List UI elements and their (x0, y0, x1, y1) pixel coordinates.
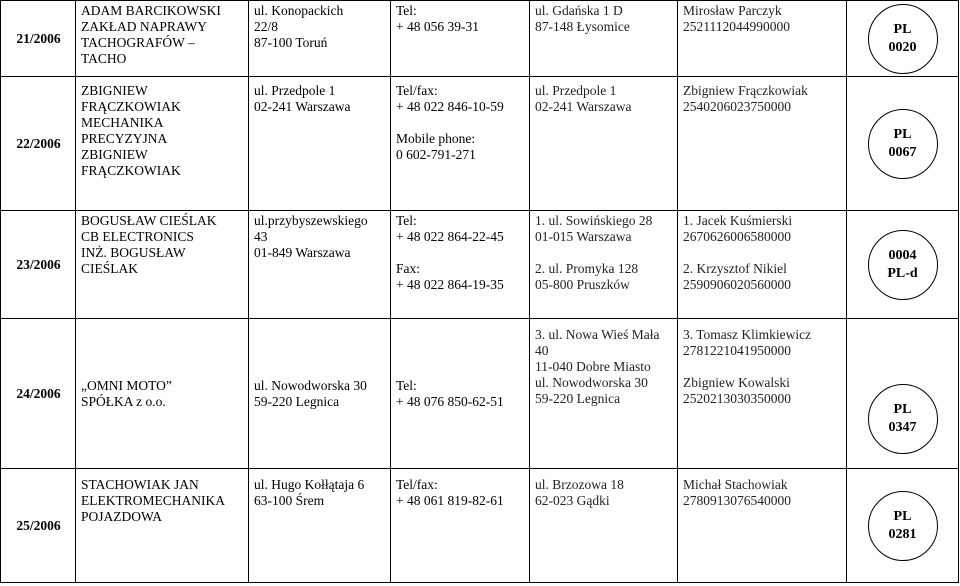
contact-info: Tel/fax: + 48 022 846-10-59 Mobile phone: 0 602-791-271 (391, 77, 530, 211)
company-name: ADAM BARCIKOWSKI ZAKŁAD NAPRAWY TACHOGRAFÓW – TACHO (76, 1, 249, 77)
table-row (1, 77, 959, 211)
approval-seal (868, 109, 938, 179)
seal-cell (847, 1, 959, 77)
company-name: „OMNI MOTO” SPÓŁKA z o.o. (76, 319, 249, 469)
seal-number: 0004 (888, 247, 917, 263)
table-row (1, 1, 959, 77)
entry-number: 24/2006 (1, 319, 76, 469)
entry-number: 23/2006 (1, 211, 76, 319)
company-address: ul. Hugo Kołłątaja 6 63-100 Śrem (249, 469, 391, 583)
approval-seal (868, 230, 938, 300)
company-address: ul. Konopackich 22/8 87-100 Toruń (249, 1, 391, 77)
workshop-address: ul. Brzozowa 18 62-023 Gądki (530, 469, 678, 583)
contact-info: Tel: + 48 056 39-31 (391, 1, 530, 77)
company-address: ul.przybyszewskiego 43 01-849 Warszawa (249, 211, 391, 319)
company-name: STACHOWIAK JAN ELEKTROMECHANIKA POJAZDOWA (76, 469, 249, 583)
company-name: BOGUSŁAW CIEŚLAK CB ELECTRONICS INŻ. BOGUSŁAW CIEŚLAK (76, 211, 249, 319)
table-row (1, 211, 959, 319)
seal-cell (847, 77, 959, 211)
technician-info: 3. Tomasz Klimkiewicz 2781221041950000 Zbigniew Kowalski 2520213030350000 (678, 319, 847, 469)
company-address: ul. Nowodworska 30 59-220 Legnica (249, 319, 391, 469)
seal-cell (847, 469, 959, 583)
company-address: ul. Przedpole 1 02-241 Warszawa (249, 77, 391, 211)
technician-info: Mirosław Parczyk 2521112044990000 (678, 1, 847, 77)
contact-info: Tel: + 48 076 850-62-51 (391, 319, 530, 469)
workshop-address: 1. ul. Sowińskiego 28 01-015 Warszawa 2. ul. Promyka 128 05-800 Pruszków (530, 211, 678, 319)
seal-country: PL (893, 402, 912, 417)
seal-country: PL (893, 21, 912, 37)
technician-info: Zbigniew Frączkowiak 2540206023750000 (678, 77, 847, 211)
table-row (1, 319, 959, 469)
workshop-address: ul. Gdańska 1 D 87-148 Łysomice (530, 1, 678, 77)
approval-seal (868, 4, 938, 74)
workshop-address: 3. ul. Nowa Wieś Mała 40 11-040 Dobre Miasto ul. Nowodworska 30 59-220 Legnica (530, 319, 678, 469)
table-row (1, 469, 959, 583)
seal-cell (847, 211, 959, 319)
seal-country: PL (893, 126, 912, 142)
technician-info: 1. Jacek Kuśmierski 2670626006580000 2. Krzysztof Nikiel 2590906020560000 (678, 211, 847, 319)
company-name: ZBIGNIEW FRĄCZKOWIAK MECHANIKA PRECYZYJNA ZBIGNIEW FRĄCZKOWIAK (76, 77, 249, 211)
seal-number: 0347 (888, 420, 917, 435)
technician-info: Michał Stachowiak 2780913076540000 (678, 469, 847, 583)
contact-info: Tel/fax: + 48 061 819-82-61 (391, 469, 530, 583)
seal-country: PL (893, 508, 912, 524)
approval-seal (868, 491, 938, 561)
entry-number: 22/2006 (1, 77, 76, 211)
seal-cell (847, 319, 959, 469)
seal-number: 0067 (888, 144, 917, 160)
entry-number: 25/2006 (1, 469, 76, 583)
seal-number: 0020 (888, 39, 917, 55)
approval-seal (868, 384, 938, 454)
contact-info: Tel: + 48 022 864-22-45 Fax: + 48 022 864-19-35 (391, 211, 530, 319)
seal-country: PL-d (887, 265, 918, 281)
workshop-address: ul. Przedpole 1 02-241 Warszawa (530, 77, 678, 211)
entry-number: 21/2006 (1, 1, 76, 77)
seal-number: 0281 (888, 526, 917, 542)
